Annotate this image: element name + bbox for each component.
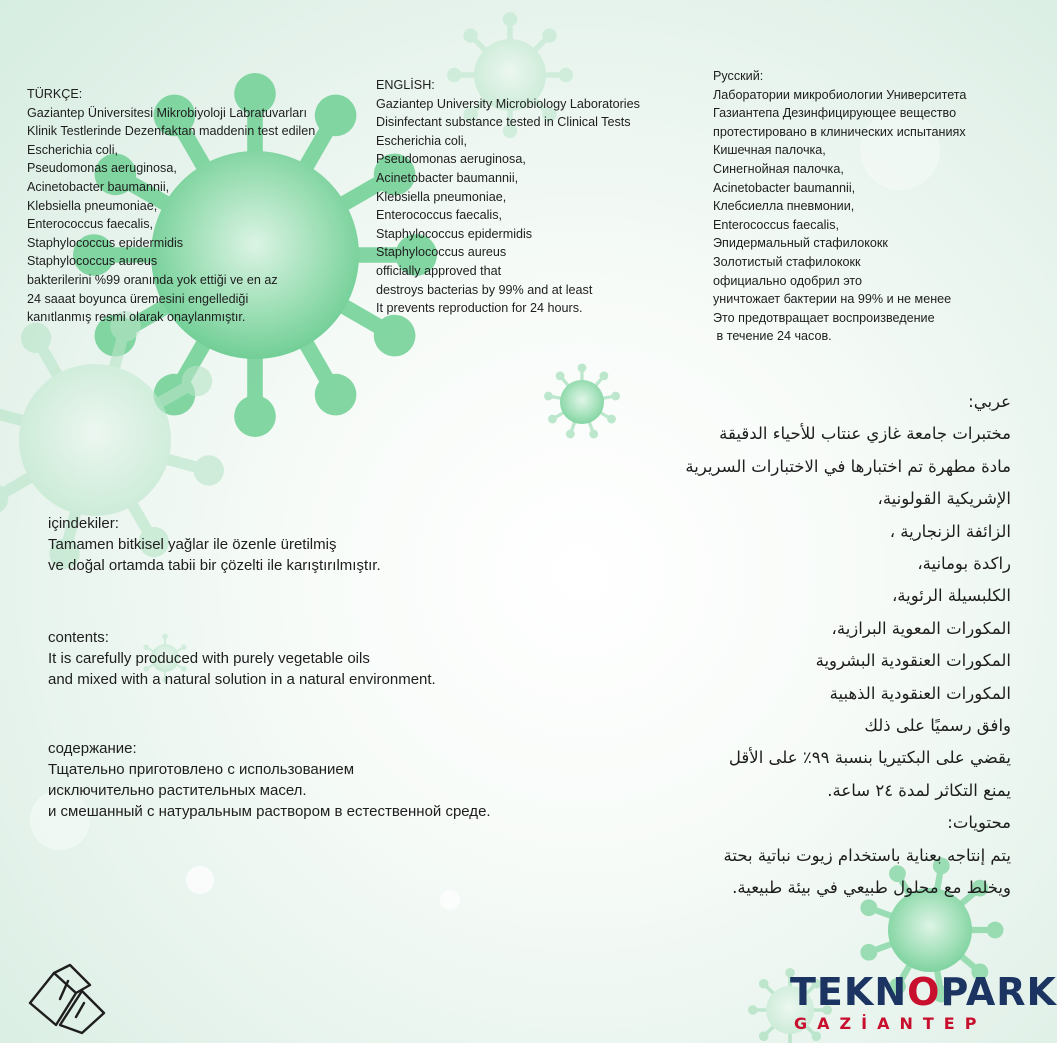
section-title: محتويات: <box>947 813 1011 833</box>
turkish-section <box>27 85 315 327</box>
text-line: протестировано в клинических испытаниях <box>713 124 966 139</box>
text-line: Disinfectant substance tested in Clinical Tests <box>376 115 631 130</box>
text-line: Staphylococcus epidermidis <box>27 235 184 250</box>
contents-english <box>48 627 436 690</box>
text-line: уничтожает бактерии на 99% и не менее <box>713 292 952 307</box>
text-line: الإشريكية القولونية، <box>877 489 1011 509</box>
text-line: الكلبسيلة الرئوية، <box>891 586 1011 606</box>
text-line: Staphylococcus epidermidis <box>376 226 533 241</box>
text-line: Pseudomonas aeruginosa, <box>27 161 177 176</box>
text-line: исключительно растительных масел. <box>48 782 307 799</box>
text-line: Acinetobacter baumannii, <box>376 170 519 185</box>
contents-turkish <box>48 513 381 576</box>
section-title: içindekiler: <box>48 515 119 532</box>
contents-russian <box>48 738 491 822</box>
section-title: Русский: <box>713 69 764 83</box>
section-title: contents: <box>48 629 109 646</box>
teknopark-logo <box>790 970 1057 1033</box>
text-line: It prevents reproduction for 24 hours. <box>376 301 583 316</box>
text-line: Klebsiella pneumoniae, <box>27 198 158 213</box>
russian-section <box>713 67 966 346</box>
text-line: ويخلط مع محلول طبيعي في بيئة طبيعية. <box>732 878 1011 898</box>
text-line: يتم إنتاجه بعناية باستخدام زيوت نباتية بحتة <box>723 845 1011 865</box>
text-line: Klinik Testlerinde Dezenfaktan maddenin test edilen <box>27 124 316 139</box>
section-title: ENGLİSH: <box>376 78 435 92</box>
text-line: Газиантепа Дезинфицирующее вещество <box>713 106 957 121</box>
text-line: Staphylococcus aureus <box>376 245 507 260</box>
text-line: Эпидермальный стафилококк <box>713 236 888 251</box>
text-line: Acinetobacter baumannii, <box>713 180 856 195</box>
english-section <box>376 76 640 318</box>
text-line: Это предотвращает воспроизведение <box>713 310 935 325</box>
text-line: الزائفة الزنجارية ، <box>889 521 1011 541</box>
text-line: المكورات العنقودية البشروية <box>815 651 1011 671</box>
text-line: Enterococcus faecalis, <box>27 217 153 232</box>
arabic-section <box>591 386 1011 905</box>
text-line: مختبرات جامعة غازي عنتاب للأحياء الدقيقة <box>719 424 1011 444</box>
text-line: يمنع التكاثر لمدة ٢٤ ساعة. <box>827 780 1011 800</box>
text-line: Тщательно приготовлено с использованием <box>48 761 355 778</box>
text-line: It is carefully produced with purely vegetable oils <box>48 650 370 667</box>
text-line: Escherichia coli, <box>27 142 118 157</box>
logo-wordmark: TEKNOPARK <box>790 970 1057 1014</box>
text-line: bakterilerini %99 oranında yok ettiği ve en az <box>27 272 278 287</box>
text-line: destroys bacterias by 99% and at least <box>376 282 593 297</box>
text-line: Pseudomonas aeruginosa, <box>376 152 526 167</box>
text-line: ve doğal ortamda tabii bir çözelti ile karıştırılmıştır. <box>48 557 381 574</box>
text-line: Gaziantep Üniversitesi Mikrobiyoloji Labratuvarları <box>27 105 307 120</box>
text-line: المكورات المعوية البرازية، <box>831 618 1011 638</box>
text-line: مادة مطهرة تم اختبارها في الاختبارات السريرية <box>685 456 1011 476</box>
text-line: Клебсиелла пневмонии, <box>713 199 855 214</box>
text-line: и смешанный с натуральным раствором в естественной среде. <box>48 803 491 820</box>
text-line: وافق رسميًا على ذلك <box>864 716 1011 736</box>
text-line: المكورات العنقودية الذهبية <box>829 683 1011 703</box>
logo-subtitle: GAZİANTEP <box>794 1014 987 1033</box>
text-line: Enterococcus faecalis, <box>713 217 839 232</box>
text-line: официально одобрил это <box>713 273 862 288</box>
text-line: 24 saaat boyunca üremesini engellediği <box>27 291 249 306</box>
text-line: Кишечная палочка, <box>713 143 826 158</box>
text-line: راكدة بومانية، <box>917 554 1011 574</box>
section-title: TÜRKÇE: <box>27 87 83 101</box>
text-line: Klebsiella pneumoniae, <box>376 189 507 204</box>
text-line: Acinetobacter baumannii, <box>27 179 170 194</box>
section-title: عربي: <box>968 392 1011 411</box>
brand-mark-icon <box>24 955 112 1035</box>
text-line: Синегнойная палочка, <box>713 161 844 176</box>
section-title: содержание: <box>48 740 137 757</box>
text-line: officially approved that <box>376 263 502 278</box>
text-line: Tamamen bitkisel yağlar ile özenle üretilmiş <box>48 536 337 553</box>
text-line: يقضي على البكتيريا بنسبة ٩٩٪ على الأقل <box>728 748 1011 768</box>
text-line: в течение 24 часов. <box>713 329 832 344</box>
text-line: Enterococcus faecalis, <box>376 208 502 223</box>
text-line: Лаборатории микробиологии Университета <box>713 87 967 102</box>
text-line: Staphylococcus aureus <box>27 254 158 269</box>
text-line: kanıtlanmış resmi olarak onaylanmıştır. <box>27 310 246 325</box>
text-line: Gaziantep University Microbiology Laboratories <box>376 96 640 111</box>
text-line: Золотистый стафилококк <box>713 254 861 269</box>
text-line: and mixed with a natural solution in a natural environment. <box>48 671 436 688</box>
text-line: Escherichia coli, <box>376 133 467 148</box>
